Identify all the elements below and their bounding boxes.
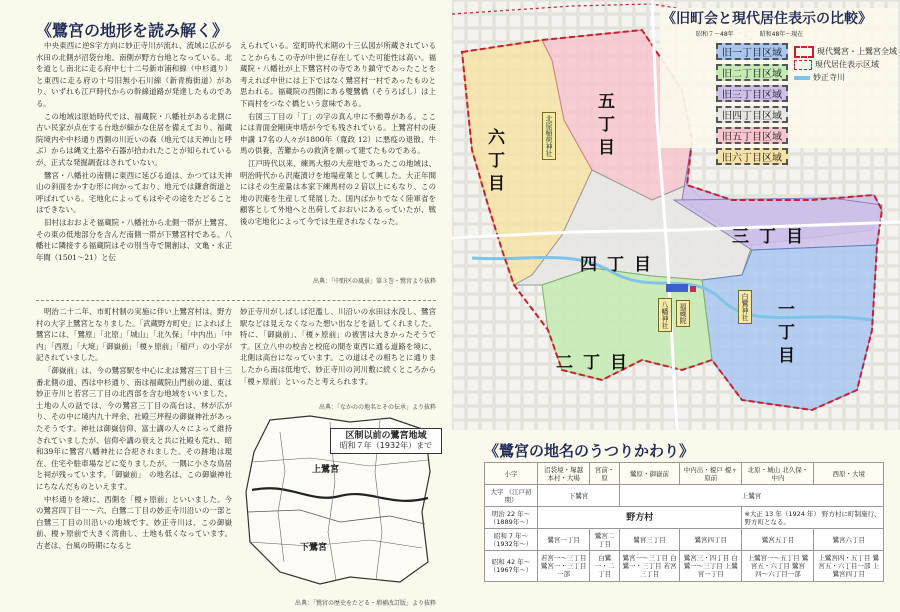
table-cell: 下鷺宮 — [538, 485, 620, 507]
table-cell: 野方村 — [538, 507, 742, 529]
row-header: 昭和 42 年〜 （1967年〜） — [485, 551, 538, 582]
map-subtitle-new: 昭和48年〜現在 — [759, 31, 804, 38]
legend-panel — [660, 8, 898, 164]
dashed-red-swatch-icon — [794, 46, 814, 58]
table-cell: 鷺宮三丁目 — [620, 529, 680, 551]
table-cell: ※大正 13 年（1924 年） 野方村に町制施行、野方町となる。 — [742, 507, 884, 529]
row-header: 昭和 7 年〜 （1932年〜） — [485, 529, 538, 551]
source-note-1: 出典：「中野区の風景」第３巻・鷺宮より抜粋 — [312, 278, 436, 285]
table-row — [485, 485, 884, 507]
area-label-four: 四丁目 — [580, 255, 661, 275]
left-title: 《鷺宮の地形を読み解く》 — [36, 21, 229, 40]
paragraph: 江戸時代以来、練馬大根の大産地であったこの地域は、明治時代から沢庵漬けを地場産業として興した。大正年間にはその生産量は本家下練馬村の２倍以上にもなり、この地の沢庵を生産して発展した。国内ばかりでなく陸軍省を顧客として外地へと出荷しておおいにあるっていたが、戦後の宅地化によって今では生産されなくなった。 — [240, 158, 436, 226]
legend-key-address — [794, 58, 897, 71]
old-map-title-box — [330, 428, 442, 454]
paragraph: この地域は原始時代では、福蔵院・八幡社がある北側に古い民家が点在する台地が細かな住居を備えており、福蔵院境内や中杉通り西側の川近いの森（地元では天神山と呼ぶ）からは縄文土器や石器が拾われたことが知られているが、正式な発掘調査はされていない。 — [36, 111, 232, 167]
legend-key-river — [794, 71, 897, 84]
lower-saginomiya-label: 下鷺宮 — [300, 543, 328, 553]
table-cell: 鷺宮五丁目 — [742, 529, 814, 551]
area-label-five: 五丁目 — [594, 92, 614, 161]
river-swatch-icon — [794, 76, 810, 80]
table-cell: 鷺宮四丁目 — [680, 529, 742, 551]
area-label-six: 六丁目 — [484, 128, 504, 197]
dotted-red-swatch-icon — [794, 60, 812, 70]
legend-key-label: 現代鷺宮・上鷺宮全域 — [817, 47, 897, 56]
table-cell: 沼袋境・塚越 本村・大場 — [538, 463, 590, 485]
table-cell: 鷺宮一丁目 — [538, 529, 590, 551]
legend-row — [716, 125, 788, 146]
table-cell: 宮前・原 — [590, 463, 620, 485]
section-divider — [36, 300, 436, 301]
legend-box: 旧一丁目区域 — [716, 43, 788, 60]
area-label-three: 三丁目 — [732, 227, 813, 247]
paragraph: 旧村はおおよそ福蔵院・八幡社から北側一帯が上鷺宮、その東の低地部分を含んだ南側一帯が下鷺宮村である。八幡社に隣接する福蔵院はその別当寺で開創は、文亀・永正年間（1501〜21）と伝 — [36, 217, 232, 262]
legend-row — [716, 146, 788, 167]
legend-row — [716, 104, 788, 125]
row-header: 大字 （江戸初期） — [485, 485, 538, 507]
table-cell: 鷺原・御嶽前 — [620, 463, 680, 485]
legend-row — [716, 41, 788, 62]
placename-table-grid — [484, 462, 884, 582]
temple-tag: 福蔵院 — [676, 300, 690, 327]
row-header: 明治 22 年〜 （1889年〜） — [485, 507, 538, 529]
table-cell: 北原・城山 北久保・中内 — [742, 463, 814, 485]
placename-table — [484, 462, 884, 582]
table-cell: 上鷺宮 — [620, 485, 884, 507]
legend-boxes — [716, 41, 788, 167]
paragraph: 右図三丁目の「丁」の字の真ん中に不動尊がある。ここには青面金剛庚申塔が今でも残されている。上鷺宮村の庚申講 17名の人々が1800年（寛政 12）に悪疫の退散、牛馬の供養、苦難からの救済を願って建てたものである。 — [240, 111, 436, 156]
paragraph: 明治二十二年、市町村制の実施に伴い上鷺宮村は、野方村の大字上鷺宮となりました。「武蔵野方町史」によれば上鷺宮には、「鷺原」「北原」「城山」「北久保」「中内出」「中内」「西原」「大境」「御嶽前」「榎ヶ原前」「稲戸」の小字が記されていました。 — [36, 307, 232, 363]
legend-key-full — [794, 45, 897, 58]
text-column-2 — [240, 40, 436, 229]
text-column-4 — [240, 306, 436, 388]
legend-box: 旧六丁目区域 — [716, 148, 788, 165]
legend-box: 旧二丁目区域 — [716, 64, 788, 81]
map-subtitle-old: 昭和７〜48年 — [696, 31, 734, 38]
table-cell: 鷺宮二丁目 — [590, 529, 620, 551]
row-header: 小字 — [485, 463, 538, 485]
paragraph: 妙正寺川がしばしば氾濫し、川沿いの水田は水没し、鷺宮駅などは見えなくなった想い出などを話してくれました。特に、「御嶽前」、「榎ヶ原前」の被害は大きかったそうです。区立八中の校舎と校庭の間を東西に通る道路を境に、北側は高台になっています。この道はその相ちとに通りましたから南は低地で、妙正寺川の河川敷に続くところから「榎ヶ原前」といったと考えられます。 — [240, 307, 436, 386]
paragraph: えられている。室町時代末期の十三仏図が所蔵されていることからもこの寺が中世に存在していた可能性は高い。福蔵院・八幡社が上下鷺宮村の寺であり鎮守であったことを考えれば中世には上下ではなく鷺宮村一村であったものと思われる。福蔵院の西側にある雙鷺橋（そうろばし）は上下両村をつなぐ橋という意味である。 — [240, 41, 436, 108]
text-column-1 — [36, 40, 232, 264]
text-column-3 — [36, 306, 232, 552]
legend-box: 旧四丁目区域 — [716, 106, 788, 123]
table-cell: 上鷺宮四・五丁目 鷺宮五・六丁目一部 上鷺宮四丁目 — [814, 551, 884, 582]
table-row — [485, 551, 884, 582]
map-title: 《旧町会と現代居住表示の比較》 — [662, 11, 872, 27]
map-subtitles — [696, 29, 898, 38]
table-row — [485, 529, 884, 551]
old-map-title: 区制以前の鷺宮地域 — [345, 431, 427, 441]
table-cell: 上鷺宮一〜五丁目 鷺宮五・六丁目 鷺宮四〜六丁目一部 — [742, 551, 814, 582]
placenames-title: 《鷺宮の地名のうつりかわり》 — [484, 442, 695, 460]
legend-row — [716, 83, 788, 104]
legend-box: 旧五丁目区域 — [716, 127, 788, 144]
paragraph: 鷺宮・八幡社の南側に東西に延びる道は、かつては天神山の斜面をかすむ形に向かっており、地元では鎌倉街道と呼ばれている。宅地化によってもはやその途をたどることはできない。 — [36, 170, 232, 215]
shrine-tag: 北原稲荷神社 — [542, 112, 556, 160]
paragraph: 中杉通りを境に、西側を「榎ヶ原前」といいました。今の鷺宮四丁目一〜六、白鷺二丁目の妙正寺川沿いの一部と白鷺三丁目の川沿いの地域です。妙正寺川は、この御嶽前、榎ヶ原前で大きく湾曲し、土地も低くなっています。古老は、台風の時期になると — [36, 494, 232, 550]
legend-row — [716, 62, 788, 83]
table-cell: 若宮一〜三丁目 鷺宮一・三丁目一部 — [538, 551, 590, 582]
legend-keys — [794, 45, 897, 167]
table-cell: 鷺宮三・四丁目 白鷺一〜三丁目 上鷺宮一丁目 — [680, 551, 742, 582]
old-map-subtitle: 昭和７年（1932年）まで — [339, 441, 433, 450]
table-cell: 西原・大境 — [814, 463, 884, 485]
legend-key-label: 妙正寺川 — [813, 73, 845, 82]
table-cell: 白鷺一・二丁目 — [590, 551, 620, 582]
shrine-tag: 八幡神社 — [658, 298, 672, 332]
table-row — [485, 463, 884, 485]
table-cell: 鷺宮六丁目 — [814, 529, 884, 551]
table-cell: 鷺宮一〜三丁目 白鷺一・三丁目 若宮三丁目 — [620, 551, 680, 582]
table-row — [485, 507, 884, 529]
paragraph: 中央東西に逆S字方向に妙正寺川が流れ、流域に広がる水田の北側が沼袋台地、南側が野方台地となっている。北を道とし南北に走る府中七十二号新市浦和線（中杉通り）と東西に走る府の十号旧無小石川線（新青梅街道）があり、いずれも江戸時代からの幹線道路が発達したものである。 — [36, 41, 232, 108]
source-note-2: 出典：「なかのの地名とその伝承」より抜粋 — [318, 404, 436, 411]
source-note-3: 出典：「鷺宮の歴史をたどる・増補改訂版」より抜粋 — [294, 600, 436, 607]
legend-key-label: 現代居住表示区域 — [815, 60, 879, 69]
area-label-one: 一丁目 — [774, 300, 794, 369]
area-label-two: 二丁目 — [556, 353, 637, 373]
shrine-tag: 白鷺神社 — [738, 290, 752, 324]
upper-saginomiya-label: 上鷺宮 — [312, 465, 340, 475]
table-cell: 中内出・榎戸 榎ヶ原前 — [680, 463, 742, 485]
paragraph: 「御嶽前」は、今の鷺宮駅を中心に北は鷺宮三丁目十三番北側の道、西は中杉通り、南は福蔵院山門前の道、東は妙正寺川と若宮三丁目の北西部を含む地域をいいました。土地の人の話では、今の鷺宮三丁目の高台は、林が広がり、その中に境内九十坪余、社殿三坪程の御嶽神社があったそうです。神社は御嶽信仰、富士講の人々によって維持されていましたが、信仰や講の衰えと共に社殿も荒れ、昭和39年に鷺宮八幡神社に合祀されました。その跡地は現在、住宅や駐車場などに変りましたが、一隅に小さな鳥居と祠が残っています。「御嶽前」 の地名は、この御嶽神社にちなんだものといえます。 — [36, 365, 232, 491]
legend-box: 旧三丁目区域 — [716, 85, 788, 102]
